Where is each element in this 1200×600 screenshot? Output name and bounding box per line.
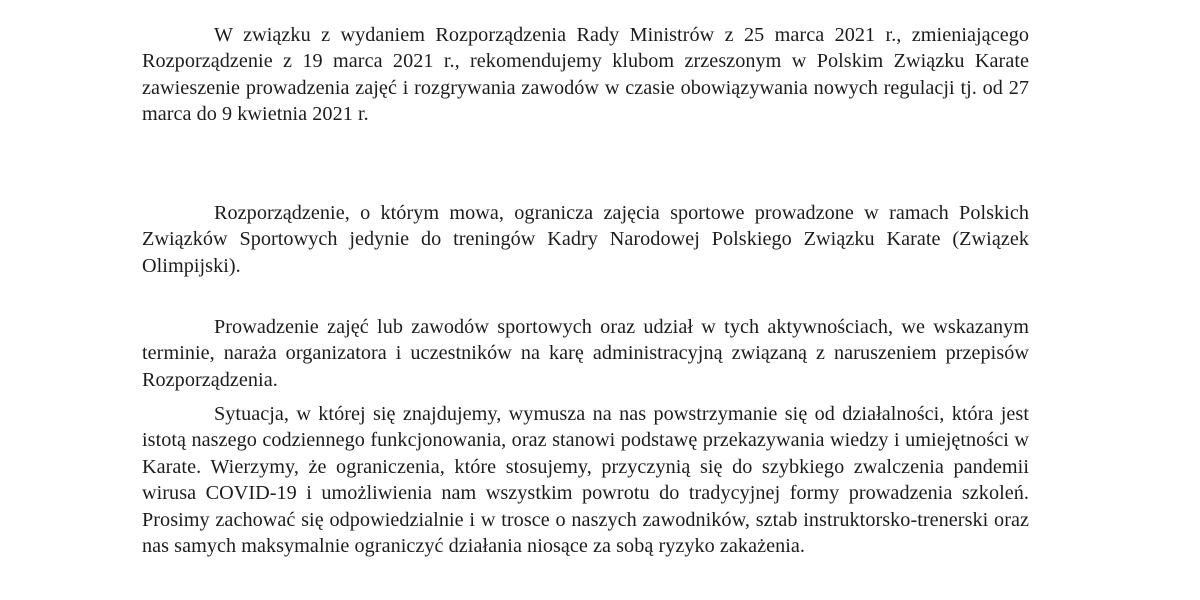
paragraph-penalty-warning: Prowadzenie zajęć lub zawodów sportowych oraz udział w tych aktywnościach, we wskazanym terminie, naraża organizatora i uczestników na karę administracyjną związaną z naruszeniem przepisów Rozporządzenia. [142, 316, 1029, 391]
paragraph-situation-appeal: Sytuacja, w której się znajdujemy, wymusza na nas powstrzymanie się od działalności, która jest istotą naszego codziennego funkcjonowania, oraz stanowi podstawę przekazywania wiedzy i umiejętności w Karate. Wierzymy, że ograniczenia, które stosujemy, przyczynią się do szybkiego zwalczenia pandemii wirusa COVID-19 i umożliwienia nam wszystkim powrotu do tradycyjnej formy prowadzenia szkoleń. Prosimy zachować się odpowiedzialnie i w trosce o naszych zawodników, sztab instruktorsko-trenerski oraz nas samych maksymalnie ograniczyć działania niosące za sobą ryzyko zakażenia. [142, 403, 1029, 558]
paragraph-regulation-recommendation: W związku z wydaniem Rozporządzenia Rady Ministrów z 25 marca 2021 r., zmieniającego Rozporządzenie z 19 marca 2021 r., rekomendujemy klubom zrzeszonym w Polskim Związku Karate zawieszenie prowadzenia zajęć i rozgrywania zawodów w czasie obowiązywania nowych regulacji tj. od 27 marca do 9 kwietnia 2021 r. [142, 24, 1029, 126]
page-crop-edge [0, 596, 1200, 600]
paragraph-regulation-scope: Rozporządzenie, o którym mowa, ogranicza zajęcia sportowe prowadzone w ramach Polskich Związków Sportowych jedynie do treningów Kadry Narodowej Polskiego Związku Karate (Związek Olimpijski). [142, 202, 1029, 277]
